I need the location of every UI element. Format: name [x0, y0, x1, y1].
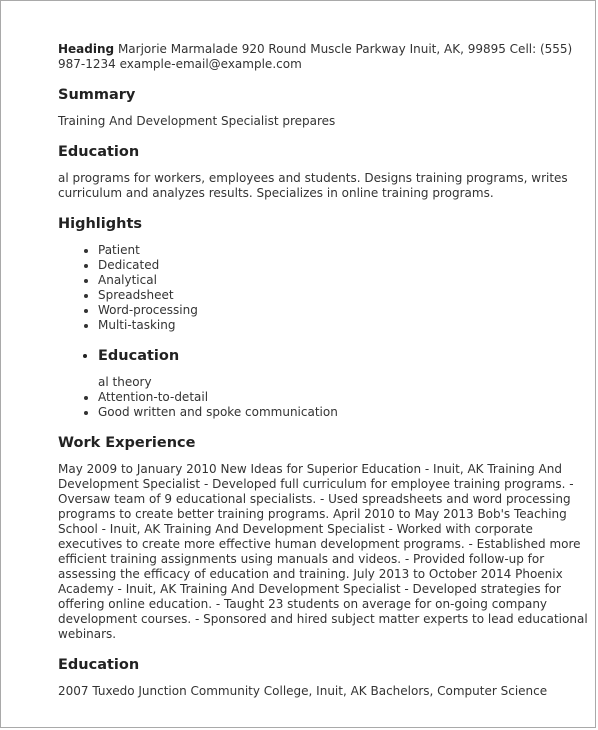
highlight-item: • Multi-tasking [98, 318, 588, 333]
highlight-item: • Analytical [98, 273, 588, 288]
work-experience-title: Work Experience [58, 435, 196, 451]
summary-title: Summary [58, 87, 136, 103]
heading-block [58, 42, 588, 72]
highlights-education-title: • Education [98, 347, 588, 365]
highlights-title: Highlights [58, 216, 143, 232]
heading-text: Marjorie Marmalade 920 Round Muscle Parkway Inuit, AK, 99895 Cell: (555) 987-1234 example-email@example.com [58, 42, 573, 71]
highlights-list [58, 243, 588, 420]
highlight-item: • Dedicated [98, 258, 588, 273]
work-experience-text: May 2009 to January 2010 New Ideas for Superior Education - Inuit, AK Training And Development Specialist - Developed full curriculum for employee training programs. - Oversaw team of 9 educational specialists. - Used spreadsheets and word processing programs to create better training programs. April 2010 to May 2013 Bob's Teaching School - Inuit, AK Training And Development Specialist - Worked with corporate executives to create more effective human development programs. - Established more efficient training assignments using manuals and videos. - Provided follow-up for assessing the efficacy of education and training. July 2013 to October 2014 Phoenix Academy - Inuit, AK Training And Development Specialist - Developed strategies for offering online education. - Taught 23 students on average for on-going company development courses. - Sponsored and hired subject matter experts to lead educational webinars. [58, 462, 588, 641]
education-title-2: Education [58, 657, 140, 673]
education-text-2: 2007 Tuxedo Junction Community College, Inuit, AK Bachelors, Computer Science [58, 684, 548, 698]
highlight-item: • Spreadsheet [98, 288, 588, 303]
highlight-item: • Patient [98, 243, 588, 258]
highlight-item: • Word-processing [98, 303, 588, 318]
education-text: al programs for workers, employees and students. Designs training programs, writes curriculum and analyzes results. Specializes in online training programs. [58, 171, 568, 200]
highlights-education-text: al theory [98, 375, 152, 389]
resume-content [58, 42, 588, 699]
highlight-item: • Good written and spoke communication [98, 405, 588, 420]
highlight-item: • Attention-to-detail [98, 390, 588, 405]
heading-label: Heading [58, 42, 115, 56]
summary-text: Training And Development Specialist prepares [58, 114, 336, 128]
education-title: Education [58, 144, 140, 160]
